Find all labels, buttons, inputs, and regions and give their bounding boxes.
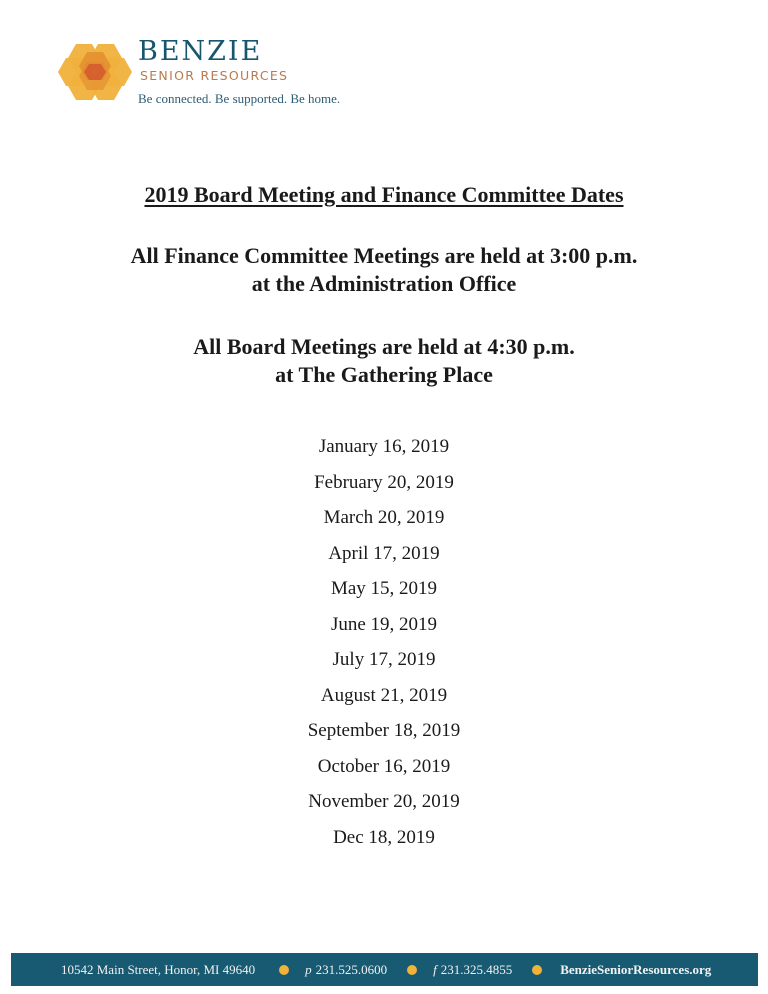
board-line-2: at The Gathering Place [275,362,493,387]
brand-subtitle: SENIOR RESOURCES [140,68,289,83]
footer-bar [11,953,758,986]
brand-tagline: Be connected. Be supported. Be home. [138,91,341,106]
date-item: November 20, 2019 [308,791,460,812]
finance-info [0,242,768,298]
date-item: September 18, 2019 [307,720,461,741]
footer-address: 10542 Main Street, Honor, MI 49640 [61,961,256,977]
meeting-dates-list [0,434,768,860]
bullet-dot-icon [407,965,417,975]
finance-line-2: at the Administration Office [251,271,517,296]
board-info [0,333,768,389]
date-item: July 17, 2019 [332,649,436,670]
finance-line-1: All Finance Committee Meetings are held at 3:00 p.m. [130,243,638,268]
fax-prefix: f [433,961,437,977]
page-title: 2019 Board Meeting and Finance Committee Dates [144,182,624,207]
footer-website-link[interactable]: BenzieSeniorResources.org [560,961,712,977]
honeycomb-logo-icon [58,40,132,102]
date-item: October 16, 2019 [317,755,451,777]
logo [58,38,348,113]
fax-number: 231.325.4855 [440,961,513,977]
date-item: August 21, 2019 [320,684,448,706]
date-item: March 20, 2019 [323,507,445,528]
phone-prefix: p [305,961,312,977]
date-item: February 20, 2019 [314,471,454,493]
phone-number: 231.525.0600 [315,961,388,977]
date-item: April 17, 2019 [328,542,440,564]
brand-name: BENZIE [138,36,263,67]
bullet-dot-icon [532,965,542,975]
footer-fax [433,962,512,978]
footer-phone [305,962,387,978]
date-item: May 15, 2019 [330,578,438,599]
date-item: Dec 18, 2019 [333,826,435,848]
board-line-1: All Board Meetings are held at 4:30 p.m. [193,334,575,359]
bullet-dot-icon [279,965,289,975]
date-item: January 16, 2019 [318,436,450,457]
date-item: June 19, 2019 [330,613,438,635]
